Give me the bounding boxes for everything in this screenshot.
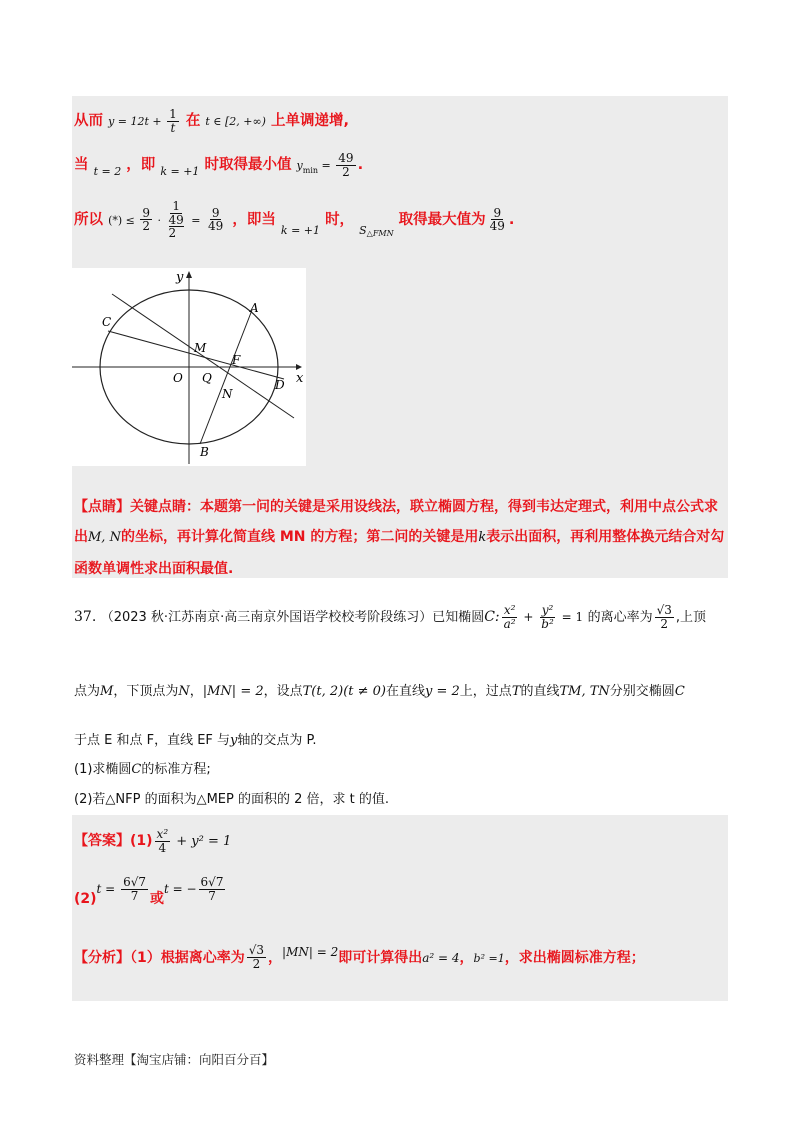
question-2: (2)若△NFP 的面积为△MEP 的面积的 2 倍，求 t 的值. bbox=[74, 792, 390, 807]
question-1: (1)求椭圆C的标准方程; bbox=[74, 762, 211, 777]
solution-line-3: 所以 (*) ≤ $\frac{9}{2}$ · 1 49 2 = $\frac{9}{49}$ ，即当 $_{k = +1}$ 时， $_{S\triangle FMN}$ 取得最大值为 $\frac{9}{49}$ . bbox=[74, 199, 515, 241]
problem-line-2: 点为M，下顶点为N，|MN| = 2，设点T(t, 2)(t ≠ 0)在直线y = 2上，过点T的直线TM, TN分别交椭圆C bbox=[74, 684, 685, 699]
x-axis-arrow bbox=[296, 364, 302, 370]
fraction: $\frac{√3}{2}$ bbox=[656, 603, 672, 631]
line-cd bbox=[108, 331, 284, 379]
answer-line-1: 【答案】(1) $\frac{\text{x²}}{4}$ + y² = 1 bbox=[74, 827, 232, 855]
label-c: C bbox=[102, 315, 112, 329]
key-point-line-1: 【点睛】关键点睛：本题第一问的关键是采用设线法，联立椭圆方程，得到韦达定理式，利用中点公式求 bbox=[74, 499, 718, 515]
problem-number: 37. bbox=[74, 609, 97, 626]
ellipse-diagram bbox=[72, 268, 306, 466]
fraction: $\frac{\text{y²}}{\text{b²}}$ bbox=[541, 603, 554, 631]
key-point-line-2: 出M, N的坐标，再计算化简直线 MN 的方程；第二问的关键是用k表示出面积，再利用整体换元结合对勾 bbox=[74, 529, 725, 545]
fraction: $\frac{√3}{2}$ bbox=[248, 943, 265, 971]
answer-line-2: (2)t = $\frac{6√7}{7}$ 或t = − $\frac{6√7}{7}$ bbox=[74, 875, 224, 908]
key-point-tag: 【点睛】 bbox=[74, 499, 130, 515]
label-o: O bbox=[173, 371, 183, 385]
footer: 资料整理【淘宝店铺：向阳百分百】 bbox=[74, 1052, 275, 1067]
problem-line-3: 于点 E 和点 F，直线 EF 与y轴的交点为 P. bbox=[74, 733, 317, 748]
fraction: $\frac{6√7}{7}$ bbox=[123, 875, 146, 903]
fraction: $\frac{\text{x²}}{4}$ bbox=[156, 827, 169, 855]
fraction: $\frac{49}{2}$ bbox=[338, 151, 354, 179]
label-d: D bbox=[275, 378, 285, 392]
fraction: $\frac{1}{t}$ bbox=[169, 107, 177, 135]
label-x: x bbox=[296, 371, 304, 386]
fraction: $\frac{\text{x²}}{\text{a²}}$ bbox=[503, 603, 516, 631]
label-q: Q bbox=[202, 371, 212, 385]
label-f: F bbox=[232, 353, 241, 367]
figure bbox=[72, 268, 306, 466]
fraction: $\frac{9}{49}$ bbox=[208, 205, 224, 234]
label-y: y bbox=[176, 270, 184, 285]
solution-line-1: 从而 y = 12t + $\frac{1}{t}$ 在 t ∈ [2, +∞) 上单调递增, bbox=[74, 107, 349, 135]
label-m: M bbox=[194, 341, 207, 355]
fraction: $\frac{6√7}{7}$ bbox=[200, 875, 224, 903]
solution-line-2: 当 $_{t = 2}$ ，即 $_{k = +1}$ 时取得最小值 $y_{min}$ = $\frac{49}{2}$ . bbox=[74, 151, 364, 179]
fraction: $\frac{9}{49}$ bbox=[489, 205, 505, 234]
key-point-line-3: 函数单调性求出面积最值. bbox=[74, 561, 234, 577]
problem-line-1: 37. （2023 秋·江苏南京·高三南京外国语学校校考阶段练习）已知椭圆C: $\frac{\text{x²}}{\text{a²}}$ + $\frac{\text{y²}}{\text{b²}}$ = 1 的离心率为 $\frac{√3}{2}$ ,上顶 bbox=[74, 603, 707, 631]
label-a: A bbox=[250, 301, 259, 315]
answer-tag: 【答案】 bbox=[74, 833, 130, 850]
analysis-tag: 【分析】 bbox=[74, 950, 130, 966]
label-n: N bbox=[222, 387, 233, 401]
fraction: 1 49 2 bbox=[168, 199, 184, 241]
analysis-line-1: 【分析】（1）根据离心率为 $\frac{√3}{2}$ ，|MN| = 2即可计算得出a² = 4，b² =1，求出椭圆标准方程； bbox=[74, 943, 645, 971]
label-b: B bbox=[200, 445, 209, 459]
y-axis-arrow bbox=[186, 271, 192, 278]
fraction: $\frac{9}{2}$ bbox=[142, 205, 150, 234]
line-through-m bbox=[112, 294, 294, 418]
